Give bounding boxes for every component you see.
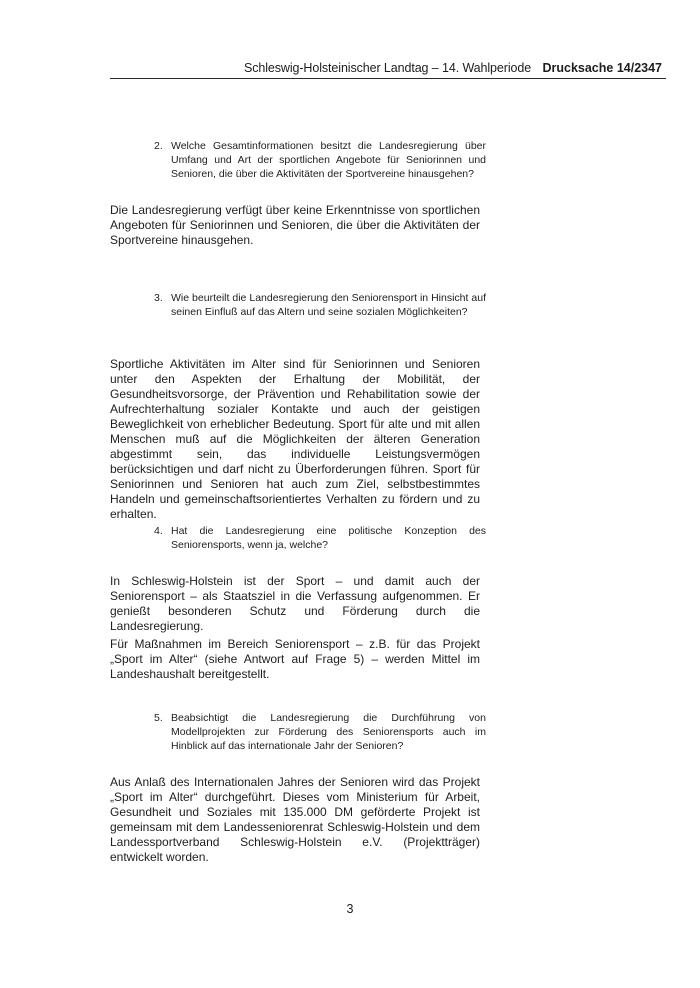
answer-paragraph: Aus Anlaß des Internationalen Jahres der Senioren wird das Projekt „Sport im Alter“ durchgeführt. Dieses vom Ministerium für Arbeit, Gesundheit und Soziales mit 135.000 DM geförderte Projekt ist gemeinsam mit dem Landesseniorenrat Schleswig-Holstein und dem Landessportverband Schleswig-Holstein e.V. (Projektträger) entwickelt worden.: [110, 775, 480, 864]
question-3: [154, 291, 486, 319]
question-number: 5.: [154, 712, 163, 724]
question-4: [154, 524, 486, 552]
question-text: Wie beurteilt die Landesregierung den Seniorensport in Hinsicht auf seinen Einfluß auf das Altern und seine sozialen Möglichkeiten?: [171, 292, 486, 318]
question-number: 4.: [154, 525, 163, 537]
question-text: Welche Gesamtinformationen besitzt die Landesregierung über Umfang und Art der sportlichen Angebote für Seniorinnen und Senioren, die über die Aktivitäten der Sportvereine hinausgehen?: [171, 140, 486, 180]
answer-5: [110, 775, 480, 865]
answer-2: [110, 203, 480, 248]
question-5: [154, 711, 486, 753]
question-number: 2.: [154, 140, 163, 152]
header-title: Schleswig-Holsteinischer Landtag – 14. Wahlperiode: [244, 61, 532, 75]
header-divider: [110, 78, 666, 79]
answer-3: [110, 357, 480, 522]
page-number: 3: [346, 902, 354, 916]
answer-paragraph: Für Maßnahmen im Bereich Seniorensport – z.B. für das Projekt „Sport im Alter“ (siehe Antwort auf Frage 5) – werden Mittel im Landeshaushalt bereitgestellt.: [110, 637, 480, 681]
question-2: [154, 139, 486, 181]
answer-paragraph: Die Landesregierung verfügt über keine Erkenntnisse von sportlichen Angeboten für Seniorinnen und Senioren, die über die Aktivitäten der Sportvereine hinausgehen.: [110, 203, 480, 247]
document-reference: Drucksache 14/2347: [542, 61, 662, 75]
page-header: [110, 60, 666, 80]
answer-4: [110, 574, 480, 682]
question-text: Hat die Landesregierung eine politische Konzeption des Seniorensports, wenn ja, welche?: [171, 525, 486, 551]
question-number: 3.: [154, 292, 163, 304]
question-text: Beabsichtigt die Landesregierung die Durchführung von Modellprojekten zur Förderung des Seniorensports auch im Hinblick auf das internationale Jahr der Senioren?: [171, 712, 486, 752]
answer-paragraph: Sportliche Aktivitäten im Alter sind für Seniorinnen und Senioren unter den Aspekten der Erhaltung der Mobilität, der Gesundheitsvorsorge, der Prävention und Rehabilitation sowie der Aufrechterhaltung sozialer Kontakte und auch der geistigen Beweglichkeit von erheblicher Bedeutung. Sport für alte und mit allen Menschen muß auf die Möglichkeiten der älteren Generation abgestimmt sein, das individuelle Leistungsvermögen berücksichtigen und darf nicht zu Überforderungen führen. Sport für Seniorinnen und Senioren hat auch zum Ziel, selbstbestimmtes Handeln und gemeinschaftsorientiertes Verhalten zu fördern und zu erhalten.: [110, 357, 480, 521]
answer-paragraph: In Schleswig-Holstein ist der Sport – und damit auch der Seniorensport – als Staatsziel in die Verfassung aufgenommen. Er genießt besonderen Schutz und Förderung durch die Landesregierung.: [110, 574, 480, 633]
